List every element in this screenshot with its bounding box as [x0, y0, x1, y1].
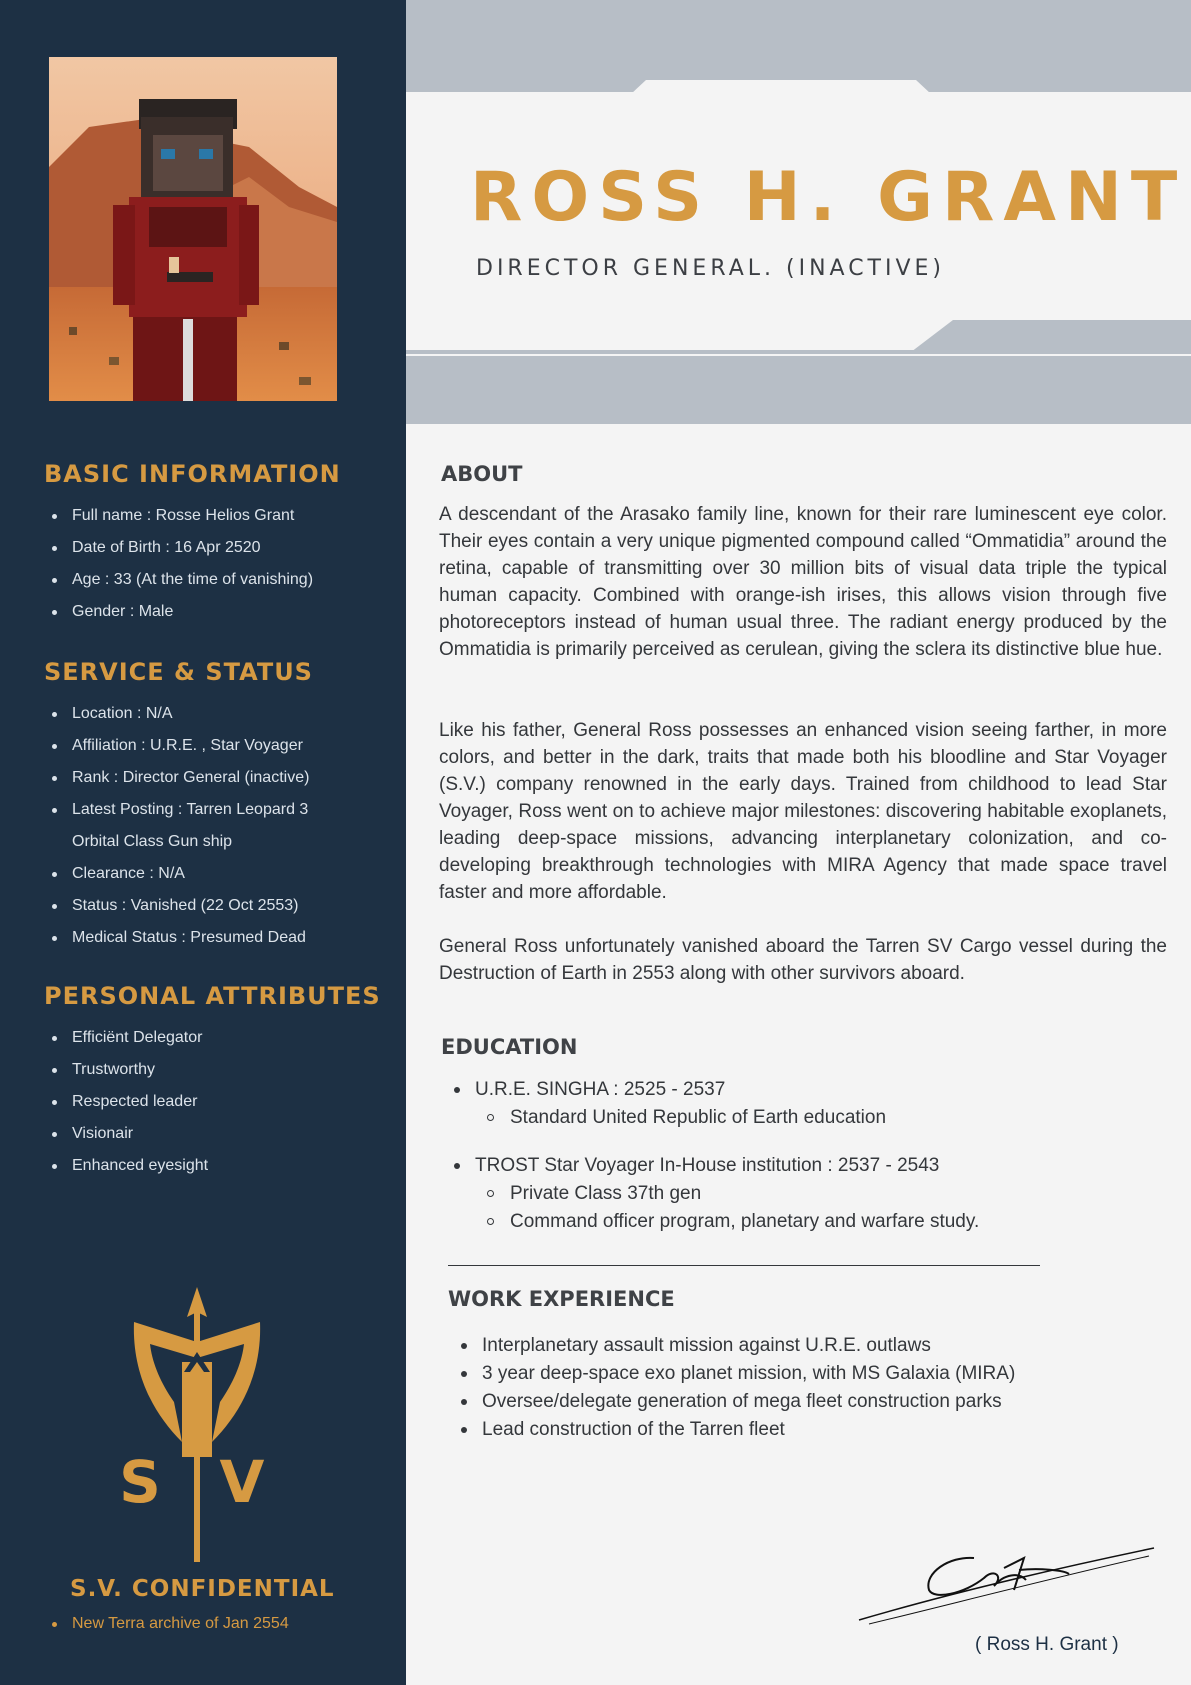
about-paragraph-3: General Ross unfortunately vanished aboard the Tarren SV Cargo vessel during the Destruction of Earth in 2553 along with other survivors aboard.	[439, 936, 1167, 984]
list-item: Date of Birth : 16 Apr 2520	[44, 532, 313, 564]
archive-note-list	[44, 1612, 289, 1636]
education-item-label: TROST Star Voyager In-House institution : 2537 - 2543	[475, 1155, 940, 1176]
education-item-label: U.R.E. SINGHA : 2525 - 2537	[475, 1079, 726, 1100]
education-heading: EDUCATION	[441, 1035, 578, 1059]
main-content	[406, 0, 1191, 1685]
header-band-notch	[631, 80, 931, 94]
service-status-list	[44, 698, 309, 954]
personal-attributes-heading: PERSONAL ATTRIBUTES	[44, 982, 381, 1010]
work-item: 3 year deep-space exo planet mission, with MS Galaxia (MIRA)	[446, 1360, 1015, 1388]
signature-image	[854, 1528, 1164, 1628]
education-sub-item: Private Class 37th gen	[475, 1180, 979, 1208]
page-subtitle: DIRECTOR GENERAL. (INACTIVE)	[476, 256, 946, 281]
archive-note: New Terra archive of Jan 2554	[44, 1612, 289, 1636]
personal-attributes-list	[44, 1022, 208, 1182]
education-sub-list	[475, 1104, 886, 1132]
work-item: Lead construction of the Tarren fleet	[446, 1416, 1015, 1444]
list-item: Full name : Rosse Helios Grant	[44, 500, 313, 532]
list-item: Efficiënt Delegator	[44, 1022, 208, 1054]
education-sub-list	[475, 1180, 979, 1236]
list-item: Latest Posting : Tarren Leopard 3	[44, 794, 309, 826]
list-item: Location : N/A	[44, 698, 309, 730]
list-item: Rank : Director General (inactive)	[44, 762, 309, 794]
sidebar	[0, 0, 406, 1685]
profile-photo	[49, 57, 337, 401]
header-band-slant	[911, 320, 1191, 352]
list-item: Status : Vanished (22 Oct 2553)	[44, 890, 309, 922]
list-item: Clearance : N/A	[44, 858, 309, 890]
sv-logo	[112, 1282, 282, 1562]
about-heading: ABOUT	[441, 462, 523, 486]
work-item: Oversee/delegate generation of mega fleet construction parks	[446, 1388, 1015, 1416]
basic-info-heading: BASIC INFORMATION	[44, 460, 341, 488]
list-item: Enhanced eyesight	[44, 1150, 208, 1182]
signature-name: ( Ross H. Grant )	[975, 1634, 1119, 1655]
divider	[448, 1265, 1040, 1266]
header-band-bottom	[406, 356, 1191, 424]
work-experience-list	[446, 1332, 1015, 1444]
list-item: Medical Status : Presumed Dead	[44, 922, 309, 954]
education-sub-item: Standard United Republic of Earth education	[475, 1104, 886, 1132]
about-paragraph-2: Like his father, General Ross possesses an enhanced vision seeing farther, in more colors, and better in the dark, traits that made both his bloodline and Star Voyager (S.V.) company renowned in the early days. Trained from childhood to lead Star Voyager, Ross went on to achieve major milestones: discovering habitable exoplanets, leading deep-space missions, advancing interplanetary colonization, and co-developing breakthrough technologies with MIRA Agency that made space travel faster and more affordable.	[439, 720, 1167, 903]
basic-info-list	[44, 500, 313, 628]
education-list	[439, 1152, 979, 1236]
about-paragraph-1: A descendant of the Arasako family line, known for their rare luminescent eye color. Their eyes contain a very unique pigmented compound called “Ommatidia” around the retina, capable of transmitting over 30 million bits of visual data triple the typical human capacity. Combined with orange-ish irises, this allows vision through five photoreceptors instead of human usual three. The radiant energy produced by the Ommatidia is primarily perceived as cerulean, giving the sclera its distinctive blue hue.	[439, 504, 1167, 660]
header-band-top	[406, 0, 1191, 92]
list-item: Age : 33 (At the time of vanishing)	[44, 564, 313, 596]
list-item: Visionair	[44, 1118, 208, 1150]
confidential-label: S.V. CONFIDENTIAL	[70, 1576, 335, 1602]
education-item	[439, 1076, 886, 1132]
list-item: Respected leader	[44, 1086, 208, 1118]
work-item: Interplanetary assault mission against U.R.E. outlaws	[446, 1332, 1015, 1360]
education-list	[439, 1076, 886, 1132]
list-item: Gender : Male	[44, 596, 313, 628]
work-experience-heading: WORK EXPERIENCE	[448, 1287, 675, 1311]
education-sub-item: Command officer program, planetary and warfare study.	[475, 1208, 979, 1236]
list-item: Affiliation : U.R.E. , Star Voyager	[44, 730, 309, 762]
service-status-heading: SERVICE & STATUS	[44, 658, 313, 686]
logo-letters: S V	[119, 1448, 265, 1516]
education-item	[439, 1152, 979, 1236]
header-band-line	[406, 350, 1191, 354]
list-item-continuation: Orbital Class Gun ship	[72, 833, 233, 850]
list-item: Trustworthy	[44, 1054, 208, 1086]
page-title: ROSS H. GRANT	[470, 158, 1187, 237]
